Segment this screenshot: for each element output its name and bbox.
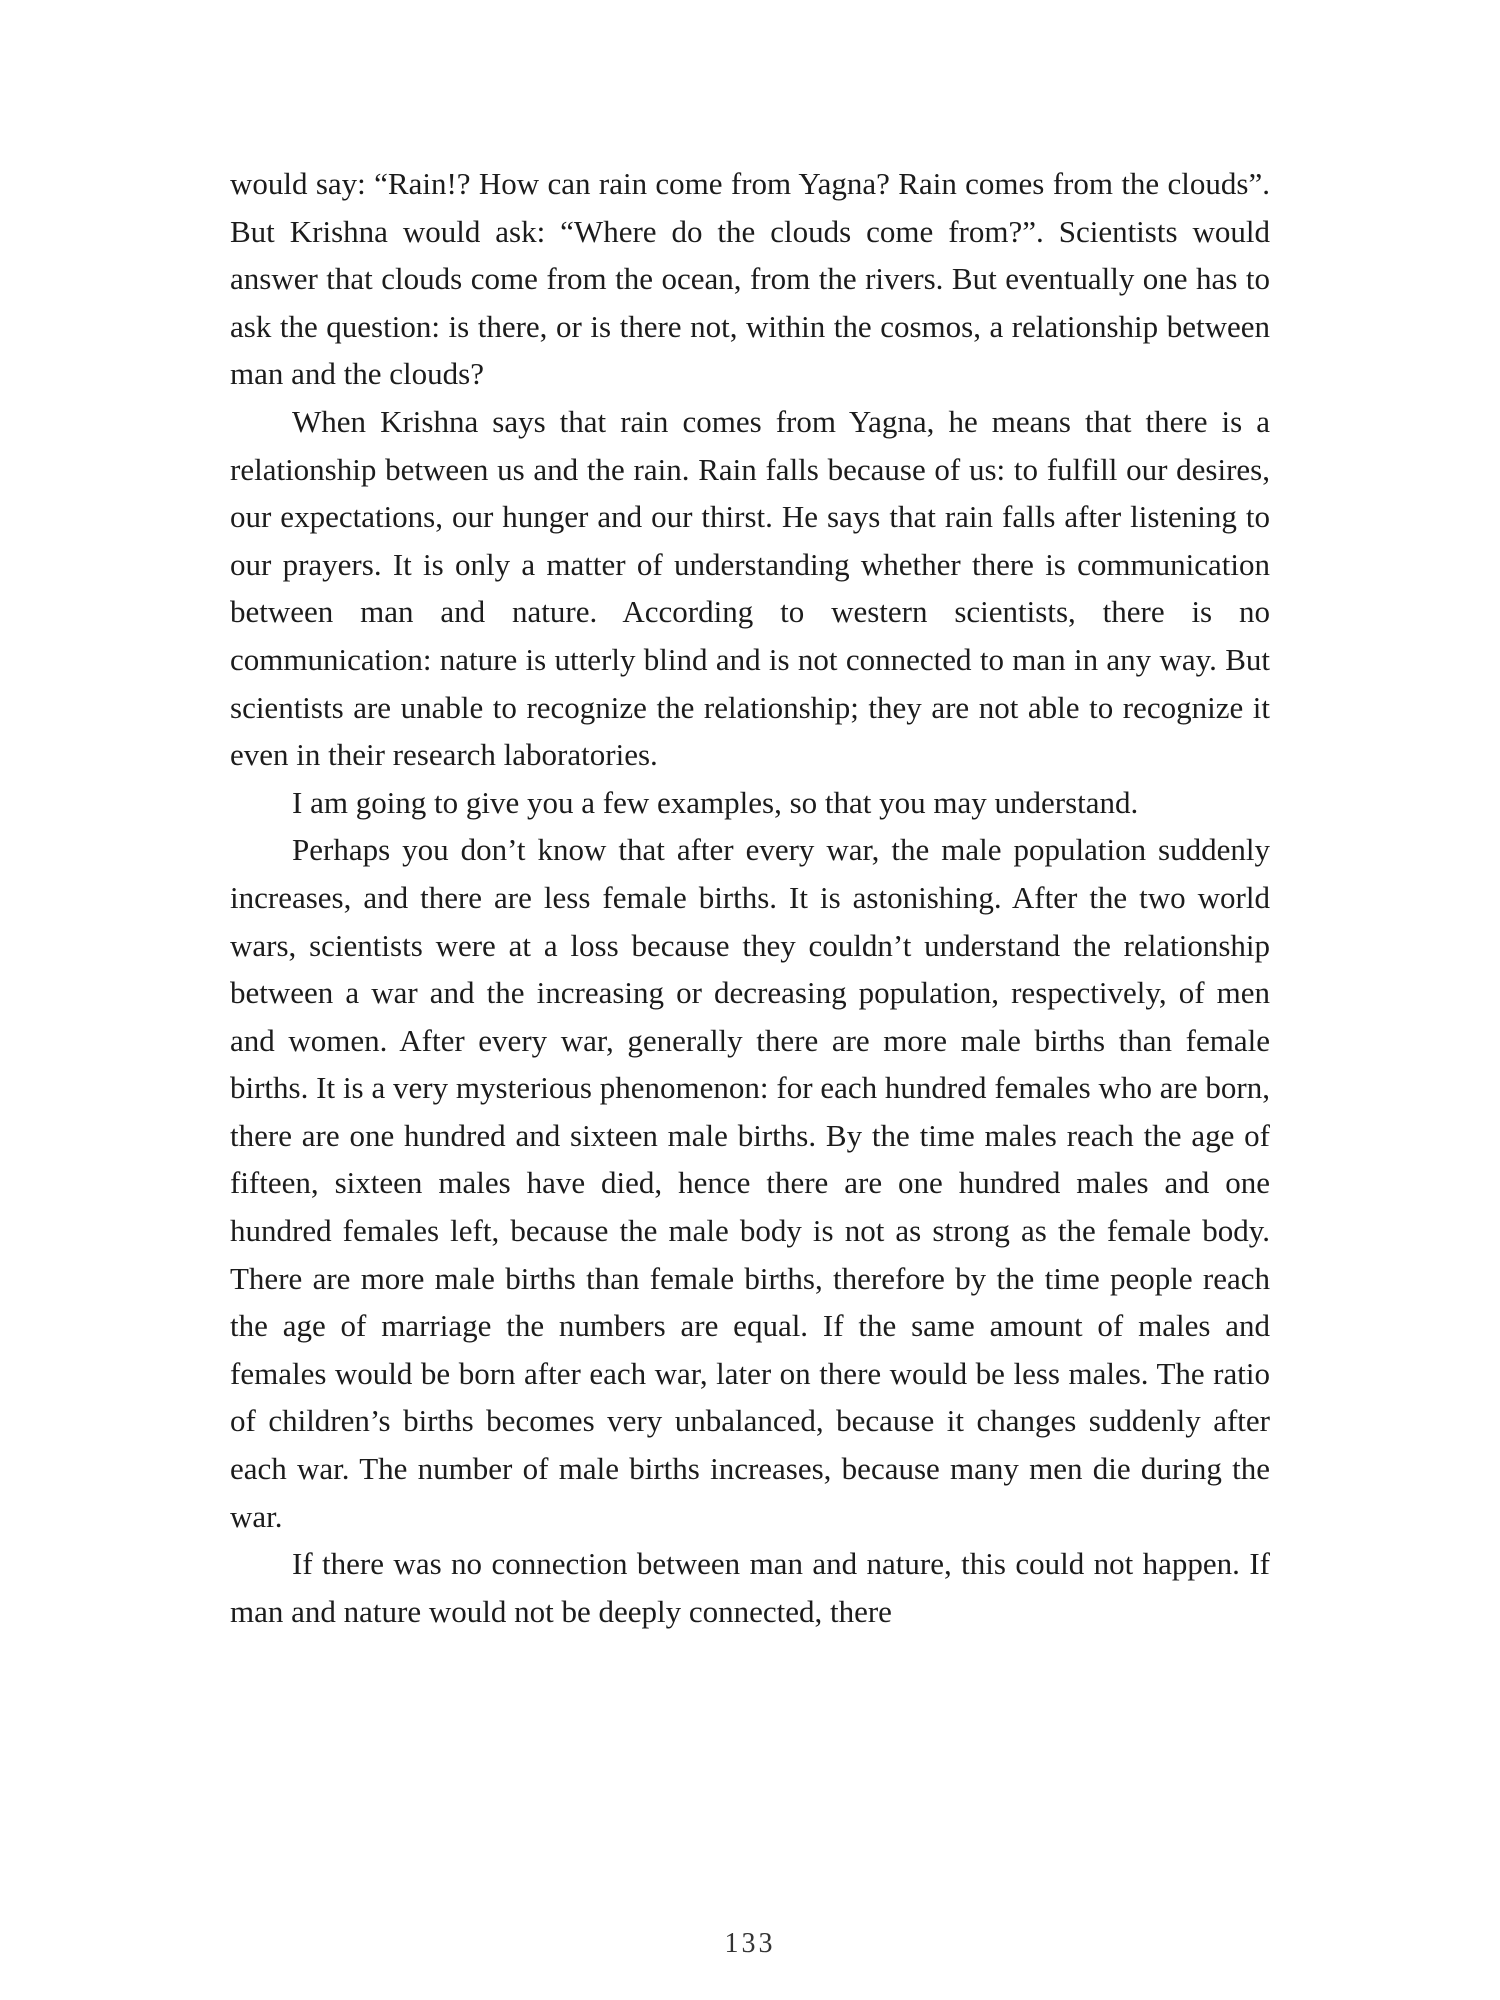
paragraph-continued: would say: “Rain!? How can rain come from Yagna? Rain comes from the clouds”. But Krishna would ask: “Where do the clouds come from?”. Scientists would answer that clouds come from the ocean, from the rivers. But eventually one has to ask the question: is there, or is there not, within the cosmos, a relationship between man and the clouds?	[230, 166, 1270, 392]
paragraph: Perhaps you don’t know that after every war, the male population suddenly increases, and there are less female births. It is astonishing. After the two world wars, scientists were at a loss because they couldn’t understand the relationship between a war and the increasing or decreasing population, respectively, of men and women. After every war, generally there are more male births than female births. It is a very mysterious phenomenon: for each hundred females who are born, there are one hundred and sixteen male births. By the time males reach the age of fifteen, sixteen males have died, hence there are one hundred males and one hundred females left, because the male body is not as strong as the female body. There are more male births than female births, therefore by the time people reach the age of marriage the numbers are equal. If the same amount of males and females would be born after each war, later on there would be less males. The ratio of children’s births becomes very unbalanced, because it changes suddenly after each war. The number of male births increases, because many men die during the war.	[230, 832, 1270, 1534]
paragraph: When Krishna says that rain comes from Yagna, he means that there is a relationship between us and the rain. Rain falls because of us: to fulfill our desires, our expectations, our hunger and our thirst. He says that rain falls after listening to our prayers. It is only a matter of understanding whether there is communication between man and nature. According to western scientists, there is no communication: nature is utterly blind and is not connected to man in any way. But scientists are unable to recognize the relationship; they are not able to recognize it even in their research laboratories.	[230, 403, 1270, 773]
page-number: 133	[724, 1928, 776, 1959]
body-text	[230, 160, 1270, 1635]
paragraph: I am going to give you a few examples, so that you may understand.	[292, 784, 1139, 820]
paragraph: If there was no connection between man and nature, this could not happen. If man and nature would not be deeply connected, there	[230, 1546, 1270, 1629]
